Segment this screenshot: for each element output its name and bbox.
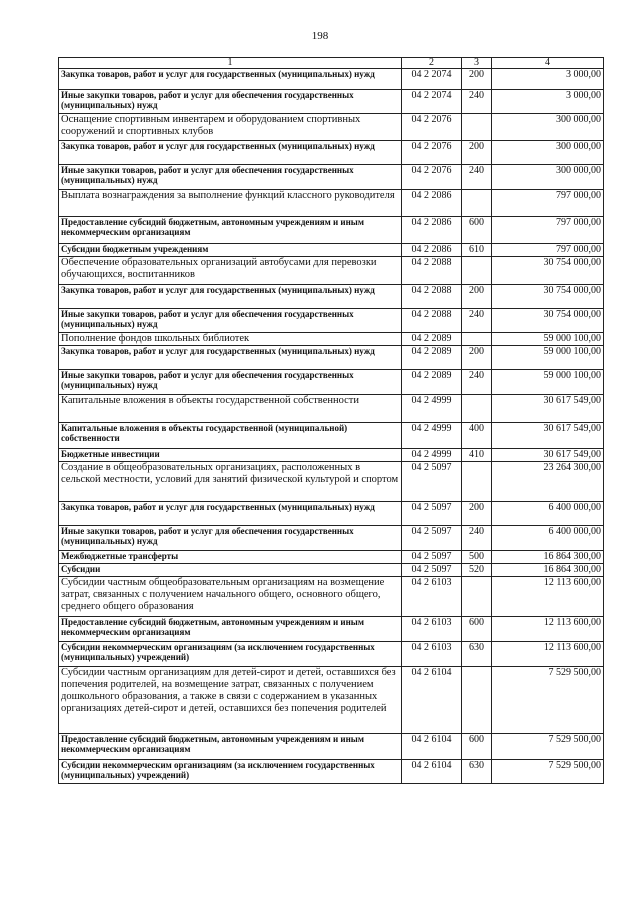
row-name: Предоставление субсидий бюджетным, автономным учреждениям и иным некоммерческим организациям <box>59 734 402 760</box>
row-amount: 6 400 000,00 <box>492 526 604 551</box>
table-row <box>59 551 604 564</box>
row-expense-type: 200 <box>462 502 492 526</box>
table-row <box>59 69 604 90</box>
row-amount: 30 754 000,00 <box>492 257 604 285</box>
row-code: 04 2 2086 <box>402 217 462 244</box>
row-code: 04 2 2089 <box>402 370 462 395</box>
row-amount: 30 617 549,00 <box>492 423 604 449</box>
row-expense-type: 600 <box>462 217 492 244</box>
row-name: Капитальные вложения в объекты государственной собственности <box>59 395 402 423</box>
table-row <box>59 190 604 217</box>
row-amount: 12 113 600,00 <box>492 617 604 642</box>
row-code: 04 2 5097 <box>402 462 462 502</box>
table-row <box>59 667 604 734</box>
row-name: Закупка товаров, работ и услуг для государственных (муниципальных) нужд <box>59 502 402 526</box>
row-name: Иные закупки товаров, работ и услуг для обеспечения государственных (муниципальных) нужд <box>59 370 402 395</box>
table-row <box>59 502 604 526</box>
row-expense-type <box>462 577 492 617</box>
table-header <box>59 58 604 69</box>
table-row <box>59 217 604 244</box>
row-name: Межбюджетные трансферты <box>59 551 402 564</box>
header-col-1: 1 <box>59 58 402 69</box>
row-name: Оснащение спортивным инвентарем и оборудованием спортивных сооружений и спортивных клубов <box>59 114 402 141</box>
row-name: Предоставление субсидий бюджетным, автономным учреждениям и иным некоммерческим организациям <box>59 217 402 244</box>
row-code: 04 2 6103 <box>402 577 462 617</box>
row-name: Иные закупки товаров, работ и услуг для обеспечения государственных (муниципальных) нужд <box>59 526 402 551</box>
row-amount: 30 617 549,00 <box>492 395 604 423</box>
row-expense-type: 410 <box>462 449 492 462</box>
row-code: 04 2 2076 <box>402 114 462 141</box>
row-code: 04 2 2088 <box>402 285 462 309</box>
row-code: 04 2 5097 <box>402 502 462 526</box>
row-name: Пополнение фондов школьных библиотек <box>59 333 402 346</box>
row-expense-type: 500 <box>462 551 492 564</box>
row-name: Субсидии некоммерческим организациям (за исключением государственных (муниципальных) учреждений) <box>59 642 402 667</box>
table-row <box>59 114 604 141</box>
row-expense-type: 610 <box>462 244 492 257</box>
row-expense-type: 600 <box>462 617 492 642</box>
row-code: 04 2 4999 <box>402 449 462 462</box>
table-row <box>59 257 604 285</box>
row-expense-type: 200 <box>462 141 492 165</box>
header-col-2: 2 <box>402 58 462 69</box>
row-name: Бюджетные инвестиции <box>59 449 402 462</box>
row-code: 04 2 5097 <box>402 551 462 564</box>
row-expense-type: 630 <box>462 760 492 784</box>
row-amount: 12 113 600,00 <box>492 642 604 667</box>
row-amount: 7 529 500,00 <box>492 734 604 760</box>
table-row <box>59 165 604 190</box>
header-col-3: 3 <box>462 58 492 69</box>
table-row <box>59 526 604 551</box>
row-expense-type: 200 <box>462 69 492 90</box>
table-row <box>59 462 604 502</box>
table-row <box>59 244 604 257</box>
table-row <box>59 346 604 370</box>
row-amount: 30 754 000,00 <box>492 309 604 333</box>
row-amount: 23 264 300,00 <box>492 462 604 502</box>
row-amount: 16 864 300,00 <box>492 564 604 577</box>
row-expense-type: 400 <box>462 423 492 449</box>
row-expense-type: 240 <box>462 90 492 114</box>
row-code: 04 2 5097 <box>402 526 462 551</box>
row-code: 04 2 6103 <box>402 617 462 642</box>
row-expense-type: 240 <box>462 526 492 551</box>
row-amount: 3 000,00 <box>492 69 604 90</box>
row-name: Создание в общеобразовательных организациях, расположенных в сельской местности, условий для занятий физической культурой и спортом <box>59 462 402 502</box>
row-code: 04 2 4999 <box>402 395 462 423</box>
row-name: Обеспечение образовательных организаций автобусами для перевозки обучающихся, воспитанников <box>59 257 402 285</box>
row-code: 04 2 6104 <box>402 667 462 734</box>
row-name: Субсидии некоммерческим организациям (за исключением государственных (муниципальных) учреждений) <box>59 760 402 784</box>
row-expense-type <box>462 114 492 141</box>
budget-table <box>58 57 604 784</box>
table-row <box>59 760 604 784</box>
row-amount: 300 000,00 <box>492 114 604 141</box>
row-code: 04 2 2086 <box>402 190 462 217</box>
row-expense-type <box>462 395 492 423</box>
row-code: 04 2 2074 <box>402 69 462 90</box>
row-name: Иные закупки товаров, работ и услуг для обеспечения государственных (муниципальных) нужд <box>59 309 402 333</box>
row-code: 04 2 2076 <box>402 141 462 165</box>
row-amount: 30 617 549,00 <box>492 449 604 462</box>
row-name: Предоставление субсидий бюджетным, автономным учреждениям и иным некоммерческим организациям <box>59 617 402 642</box>
table-row <box>59 617 604 642</box>
row-amount: 300 000,00 <box>492 141 604 165</box>
row-expense-type: 520 <box>462 564 492 577</box>
table-row <box>59 564 604 577</box>
page-number: 198 <box>311 30 329 42</box>
row-expense-type <box>462 462 492 502</box>
row-name: Закупка товаров, работ и услуг для государственных (муниципальных) нужд <box>59 69 402 90</box>
row-expense-type <box>462 257 492 285</box>
row-expense-type: 630 <box>462 642 492 667</box>
table-row <box>59 90 604 114</box>
row-code: 04 2 2088 <box>402 309 462 333</box>
row-code: 04 2 2086 <box>402 244 462 257</box>
row-name: Выплата вознаграждения за выполнение функций классного руководителя <box>59 190 402 217</box>
row-expense-type: 200 <box>462 285 492 309</box>
header-row <box>59 58 604 69</box>
row-name: Закупка товаров, работ и услуг для государственных (муниципальных) нужд <box>59 285 402 309</box>
row-amount: 797 000,00 <box>492 217 604 244</box>
row-name: Закупка товаров, работ и услуг для государственных (муниципальных) нужд <box>59 346 402 370</box>
row-amount: 3 000,00 <box>492 90 604 114</box>
row-expense-type: 240 <box>462 370 492 395</box>
row-code: 04 2 4999 <box>402 423 462 449</box>
row-expense-type <box>462 667 492 734</box>
row-amount: 797 000,00 <box>492 244 604 257</box>
row-code: 04 2 5097 <box>402 564 462 577</box>
row-amount: 30 754 000,00 <box>492 285 604 309</box>
row-expense-type: 240 <box>462 309 492 333</box>
row-name: Субсидии частным организациям для детей-сирот и детей, оставшихся без попечения родителей, на возмещение затрат, связанных с получением дошкольного образования, а также в связи с содержанием в указанных организациях детей-сирот и детей, оставшихся без попечения родителей <box>59 667 402 734</box>
row-code: 04 2 2089 <box>402 333 462 346</box>
row-expense-type: 200 <box>462 346 492 370</box>
row-amount: 7 529 500,00 <box>492 667 604 734</box>
row-name: Иные закупки товаров, работ и услуг для обеспечения государственных (муниципальных) нужд <box>59 165 402 190</box>
row-expense-type <box>462 190 492 217</box>
row-name: Субсидии частным общеобразовательным организациям на возмещение затрат, связанных с получением начального общего, основного общего, среднего общего образования <box>59 577 402 617</box>
row-amount: 7 529 500,00 <box>492 760 604 784</box>
row-expense-type <box>462 333 492 346</box>
row-code: 04 2 2089 <box>402 346 462 370</box>
row-name: Закупка товаров, работ и услуг для государственных (муниципальных) нужд <box>59 141 402 165</box>
table-row <box>59 370 604 395</box>
row-code: 04 2 2074 <box>402 90 462 114</box>
row-amount: 59 000 100,00 <box>492 370 604 395</box>
table-body <box>59 69 604 784</box>
table-row <box>59 285 604 309</box>
row-code: 04 2 6103 <box>402 642 462 667</box>
row-amount: 59 000 100,00 <box>492 333 604 346</box>
row-amount: 59 000 100,00 <box>492 346 604 370</box>
row-expense-type: 240 <box>462 165 492 190</box>
row-amount: 6 400 000,00 <box>492 502 604 526</box>
row-expense-type: 600 <box>462 734 492 760</box>
table-row <box>59 734 604 760</box>
row-name: Капитальные вложения в объекты государственной (муниципальной) собственности <box>59 423 402 449</box>
row-amount: 797 000,00 <box>492 190 604 217</box>
table-row <box>59 333 604 346</box>
row-code: 04 2 2076 <box>402 165 462 190</box>
table-row <box>59 577 604 617</box>
table-row <box>59 449 604 462</box>
row-name: Иные закупки товаров, работ и услуг для обеспечения государственных (муниципальных) нужд <box>59 90 402 114</box>
row-amount: 300 000,00 <box>492 165 604 190</box>
row-name: Субсидии <box>59 564 402 577</box>
row-code: 04 2 6104 <box>402 734 462 760</box>
table-row <box>59 395 604 423</box>
row-amount: 16 864 300,00 <box>492 551 604 564</box>
row-code: 04 2 2088 <box>402 257 462 285</box>
header-col-4: 4 <box>492 58 604 69</box>
row-amount: 12 113 600,00 <box>492 577 604 617</box>
row-name: Субсидии бюджетным учреждениям <box>59 244 402 257</box>
table-row <box>59 423 604 449</box>
row-code: 04 2 6104 <box>402 760 462 784</box>
table-row <box>59 309 604 333</box>
table-row <box>59 141 604 165</box>
table-row <box>59 642 604 667</box>
